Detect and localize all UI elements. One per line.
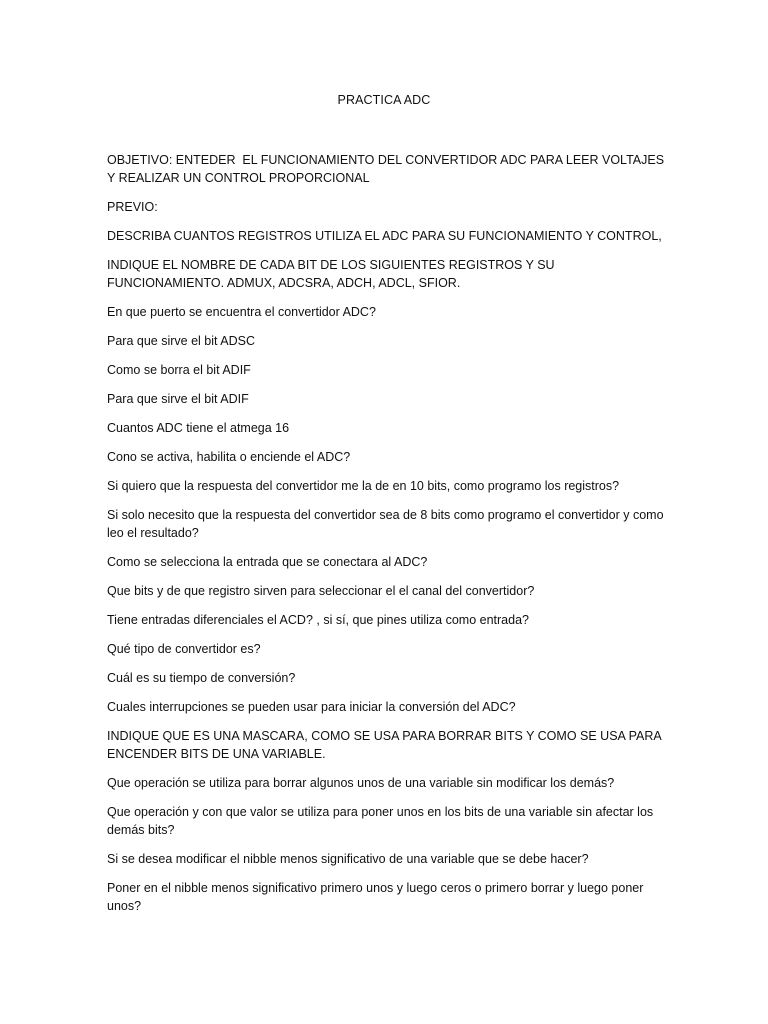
paragraph-indique-bits: INDIQUE EL NOMBRE DE CADA BIT DE LOS SIGUIENTES REGISTROS Y SU FUNCIONAMIENTO. ADMUX, ADCSRA, ADCH, ADCL, SFIOR. xyxy=(107,258,559,290)
page-title: PRACTICA ADC xyxy=(337,93,431,107)
question-diferenciales: Tiene entradas diferenciales el ACD? , si sí, que pines utiliza como entrada? xyxy=(107,613,529,627)
question-interrupciones: Cuales interrupciones se pueden usar para iniciar la conversión del ADC? xyxy=(107,700,516,714)
question-nibble: Si se desea modificar el nibble menos significativo de una variable que se debe hacer? xyxy=(107,852,589,866)
question-borra-adif: Como se borra el bit ADIF xyxy=(107,363,251,377)
question-cuantos-adc: Cuantos ADC tiene el atmega 16 xyxy=(107,421,290,435)
document-body xyxy=(107,151,667,926)
question-8-bits: Si solo necesito que la respuesta del convertidor sea de 8 bits como programo el convertidor y como leo el resultado? xyxy=(107,508,668,540)
question-activa-adc: Cono se activa, habilita o enciende el ADC? xyxy=(107,450,351,464)
paragraph-objetivo: OBJETIVO: ENTEDER EL FUNCIONAMIENTO DEL CONVERTIDOR ADC PARA LEER VOLTAJES Y REALIZAR UN CONTROL PROPORCIONAL xyxy=(107,153,668,185)
question-selecciona-entrada: Como se selecciona la entrada que se conectara al ADC? xyxy=(107,555,428,569)
question-puerto: En que puerto se encuentra el convertidor ADC? xyxy=(107,305,376,319)
paragraph-previo: PREVIO: xyxy=(107,200,158,214)
paragraph-mascara: INDIQUE QUE ES UNA MASCARA, COMO SE USA PARA BORRAR BITS Y COMO SE USA PARA ENCENDER BITS DE UNA VARIABLE. xyxy=(107,729,665,761)
question-tipo: Qué tipo de convertidor es? xyxy=(107,642,261,656)
question-canal: Que bits y de que registro sirven para seleccionar el el canal del convertidor? xyxy=(107,584,535,598)
question-10-bits: Si quiero que la respuesta del convertidor me la de en 10 bits, como programo los registros? xyxy=(107,479,620,493)
question-bit-adsc: Para que sirve el bit ADSC xyxy=(107,334,255,348)
paragraph-describa-registros: DESCRIBA CUANTOS REGISTROS UTILIZA EL ADC PARA SU FUNCIONAMIENTO Y CONTROL, xyxy=(107,229,662,243)
question-tiempo: Cuál es su tiempo de conversión? xyxy=(107,671,296,685)
question-nibble-orden: Poner en el nibble menos significativo primero unos y luego ceros o primero borrar y luego poner unos? xyxy=(107,881,647,913)
question-sirve-adif: Para que sirve el bit ADIF xyxy=(107,392,249,406)
question-borrar-unos: Que operación se utiliza para borrar algunos unos de una variable sin modificar los demás? xyxy=(107,776,615,790)
question-poner-unos: Que operación y con que valor se utiliza para poner unos en los bits de una variable sin afectar los demás bits? xyxy=(107,805,657,837)
